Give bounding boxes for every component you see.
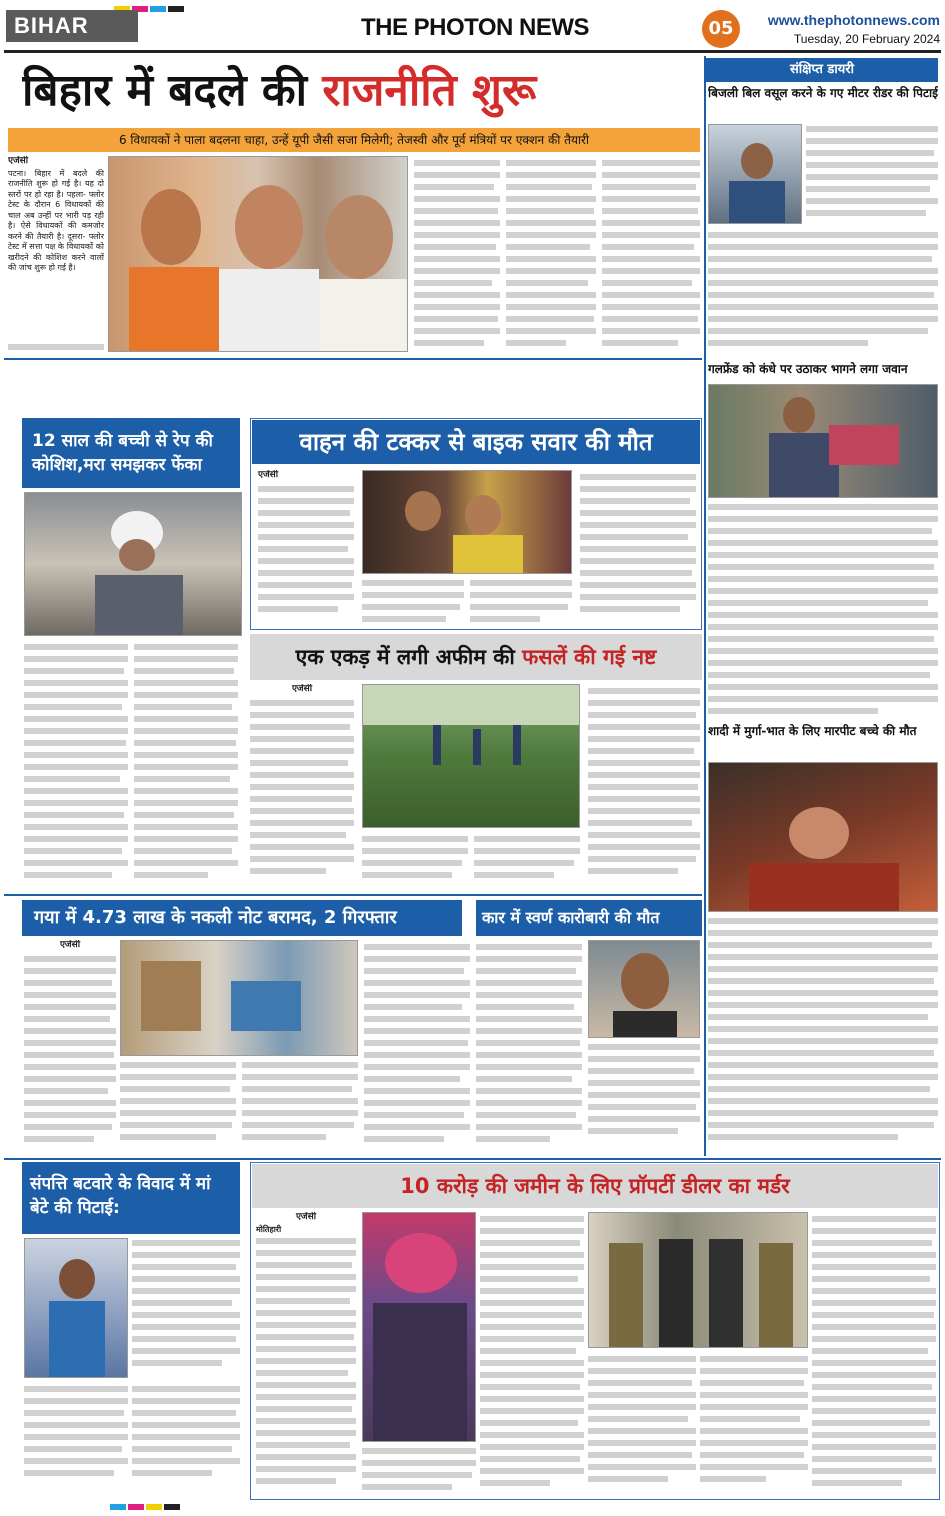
sidebar-headline-1: बिजली बिल वसूल करने के गए मीटर रीडर की पिटाई (708, 86, 938, 100)
registration-mark (164, 1504, 180, 1510)
victim-photo-art (363, 1213, 476, 1442)
girl-photo (24, 492, 242, 636)
edition-label: BIHAR (6, 10, 138, 42)
dealer-story-column-3 (480, 1212, 584, 1496)
bike-story-column-3 (470, 578, 572, 626)
wedding-fight-photo-art (709, 763, 938, 912)
bike-story-column-4 (580, 470, 696, 626)
sidebar-story-1-text-a (806, 124, 938, 224)
registration-mark (110, 1504, 126, 1510)
gaya-story-byline: एजेंसी (59, 940, 81, 950)
mother-son-photo (24, 1238, 128, 1378)
section-rule (4, 358, 702, 360)
car-story-column-2 (588, 1042, 700, 1150)
sidebar-headline-2: गलफ्रेंड को कंधे पर उठाकर भागने लगा जवान (708, 362, 908, 376)
meter-reader-photo (708, 124, 802, 224)
wedding-fight-photo (708, 762, 938, 912)
lead-column-1 (8, 156, 104, 342)
lead-byline: एजेंसी (8, 156, 29, 166)
sampatti-story-column-2 (24, 1384, 128, 1494)
sidebar-tag: संक्षिप्त डायरी (706, 58, 938, 82)
lead-headline (22, 56, 700, 126)
paper-logo: THE PHOTON NEWS (360, 14, 590, 41)
masthead-rule (4, 50, 941, 53)
afeem-story-column-1 (250, 684, 354, 888)
girl-story-column-2 (134, 640, 238, 890)
registration-mark (150, 6, 166, 12)
couple-photo (708, 384, 938, 498)
bike-story-headline: वाहन की टक्कर से बाइक सवार की मौत (252, 420, 700, 464)
dealer-story-column-4 (588, 1354, 696, 1496)
politicians-photo (108, 156, 408, 352)
opium-field-photo (362, 684, 580, 828)
gaya-story-column-1 (24, 940, 116, 1150)
gaya-story-column-4 (364, 940, 470, 1150)
sampatti-story-headline: संपत्ति बटवारे के विवाद में मां बेटे की पिटाई: (22, 1162, 240, 1234)
afeem-story-headline (250, 634, 702, 680)
afeem-story-column-3 (474, 834, 580, 888)
girl-story-column-1 (24, 640, 128, 890)
afeem-story-byline: एजेंसी (291, 684, 313, 694)
registration-mark (168, 6, 184, 12)
sidebar-story-1-text-b (708, 230, 938, 356)
section-rule (4, 1158, 941, 1160)
car-story-headline: कार में स्वर्ण कारोबारी की मौत (476, 900, 702, 936)
dealer-dateline: मोतिहारी (256, 1224, 282, 1234)
sidebar-rule (704, 56, 706, 1156)
police-arrest-photo (588, 1212, 808, 1348)
dealer-story-column-1 (256, 1212, 356, 1496)
afeem-story-column-4 (588, 684, 700, 888)
website-link[interactable]: www.thephotonnews.com (767, 12, 940, 28)
issue-date: Tuesday, 20 February 2024 (793, 32, 940, 46)
sidebar-headline-3: शादी में मुर्गा-भात के लिए मारपीट बच्चे की मौत (708, 724, 917, 738)
lead-column-2 (414, 156, 500, 352)
bike-accident-photo (362, 470, 572, 574)
police-arrest-photo-art (589, 1213, 808, 1348)
fake-notes-photo (120, 940, 358, 1056)
bike-story-byline: एजेंसी (258, 470, 279, 480)
opium-field-photo-art (363, 685, 580, 828)
couple-photo-art (709, 385, 938, 498)
registration-mark (128, 1504, 144, 1510)
sidebar-story-3-text (708, 916, 938, 1156)
lead-text: पटना। बिहार में बदले की राजनीति शुरू हो गई है। यह दो स्तरों पर हो रहा है। पहला- फ्लोर टेस्ट के दौरान 6 विधायकों की चाल अब उन्हीं पर भारी पड़ रही है। ऐसे विधायकों की कमजोर करने की तैयारी है। दूसरा- फ्लोर टेस्ट में सत्ता पक्ष के विधायकों को खरीदने की कोशिश करने वालों की जांच शुरू हो गई है। (8, 168, 104, 272)
lead-column-4 (602, 156, 700, 352)
car-story-column-1 (476, 940, 582, 1150)
politicians-photo-art (109, 157, 408, 352)
page-number: 05 (702, 10, 740, 48)
afeem-headline-part1: एक एकड़ में लगी अफीम की (295, 645, 515, 669)
dealer-story-column-6 (812, 1212, 936, 1496)
girl-photo-art (25, 493, 242, 636)
dealer-story-byline: एजेंसी (295, 1212, 317, 1222)
bike-story-column-1 (258, 470, 354, 622)
lead-headline-part1: बिहार में बदले की (22, 65, 308, 116)
lead-column-3 (506, 156, 596, 352)
dealer-story-headline: 10 करोड़ की जमीन के लिए प्रॉपर्टी डीलर का मर्डर (252, 1164, 938, 1208)
registration-mark (146, 1504, 162, 1510)
gaya-story-column-2 (120, 1060, 236, 1150)
victim-photo (362, 1212, 476, 1442)
mother-son-photo-art (25, 1239, 128, 1378)
girl-story-headline: 12 साल की बच्ची से रेप की कोशिश,मरा समझकर फेंका (22, 418, 240, 488)
section-rule (4, 894, 702, 896)
sampatti-story-column-3 (132, 1384, 240, 1494)
afeem-story-column-2 (362, 834, 468, 888)
dealer-story-column-2 (362, 1446, 476, 1496)
businessman-photo-art (589, 941, 700, 1038)
sidebar-story-2-text (708, 502, 938, 718)
gaya-story-headline: गया में 4.73 लाख के नकली नोट बरामद, 2 गिरफ्तार (22, 900, 462, 936)
businessman-photo (588, 940, 700, 1038)
sampatti-story-column-1 (132, 1238, 240, 1378)
fake-notes-photo-art (121, 941, 358, 1056)
lead-column-1-cont (8, 342, 104, 354)
bike-accident-photo-art (363, 471, 572, 574)
bike-story-column-2 (362, 578, 464, 626)
gaya-story-column-3 (242, 1060, 358, 1150)
lead-headline-part2: राजनीति शुरू (322, 65, 537, 116)
dealer-story-column-5 (700, 1354, 808, 1496)
lead-deck: 6 विधायकों ने पाला बदलना चाहा, उन्हें यूपी जैसी सजा मिलेगी; तेजस्वी और पूर्व मंत्रियों पर एक्शन की तैयारी (8, 128, 700, 152)
afeem-headline-part2: फसलें की गई नष्ट (522, 645, 657, 669)
meter-reader-photo-art (709, 125, 802, 224)
